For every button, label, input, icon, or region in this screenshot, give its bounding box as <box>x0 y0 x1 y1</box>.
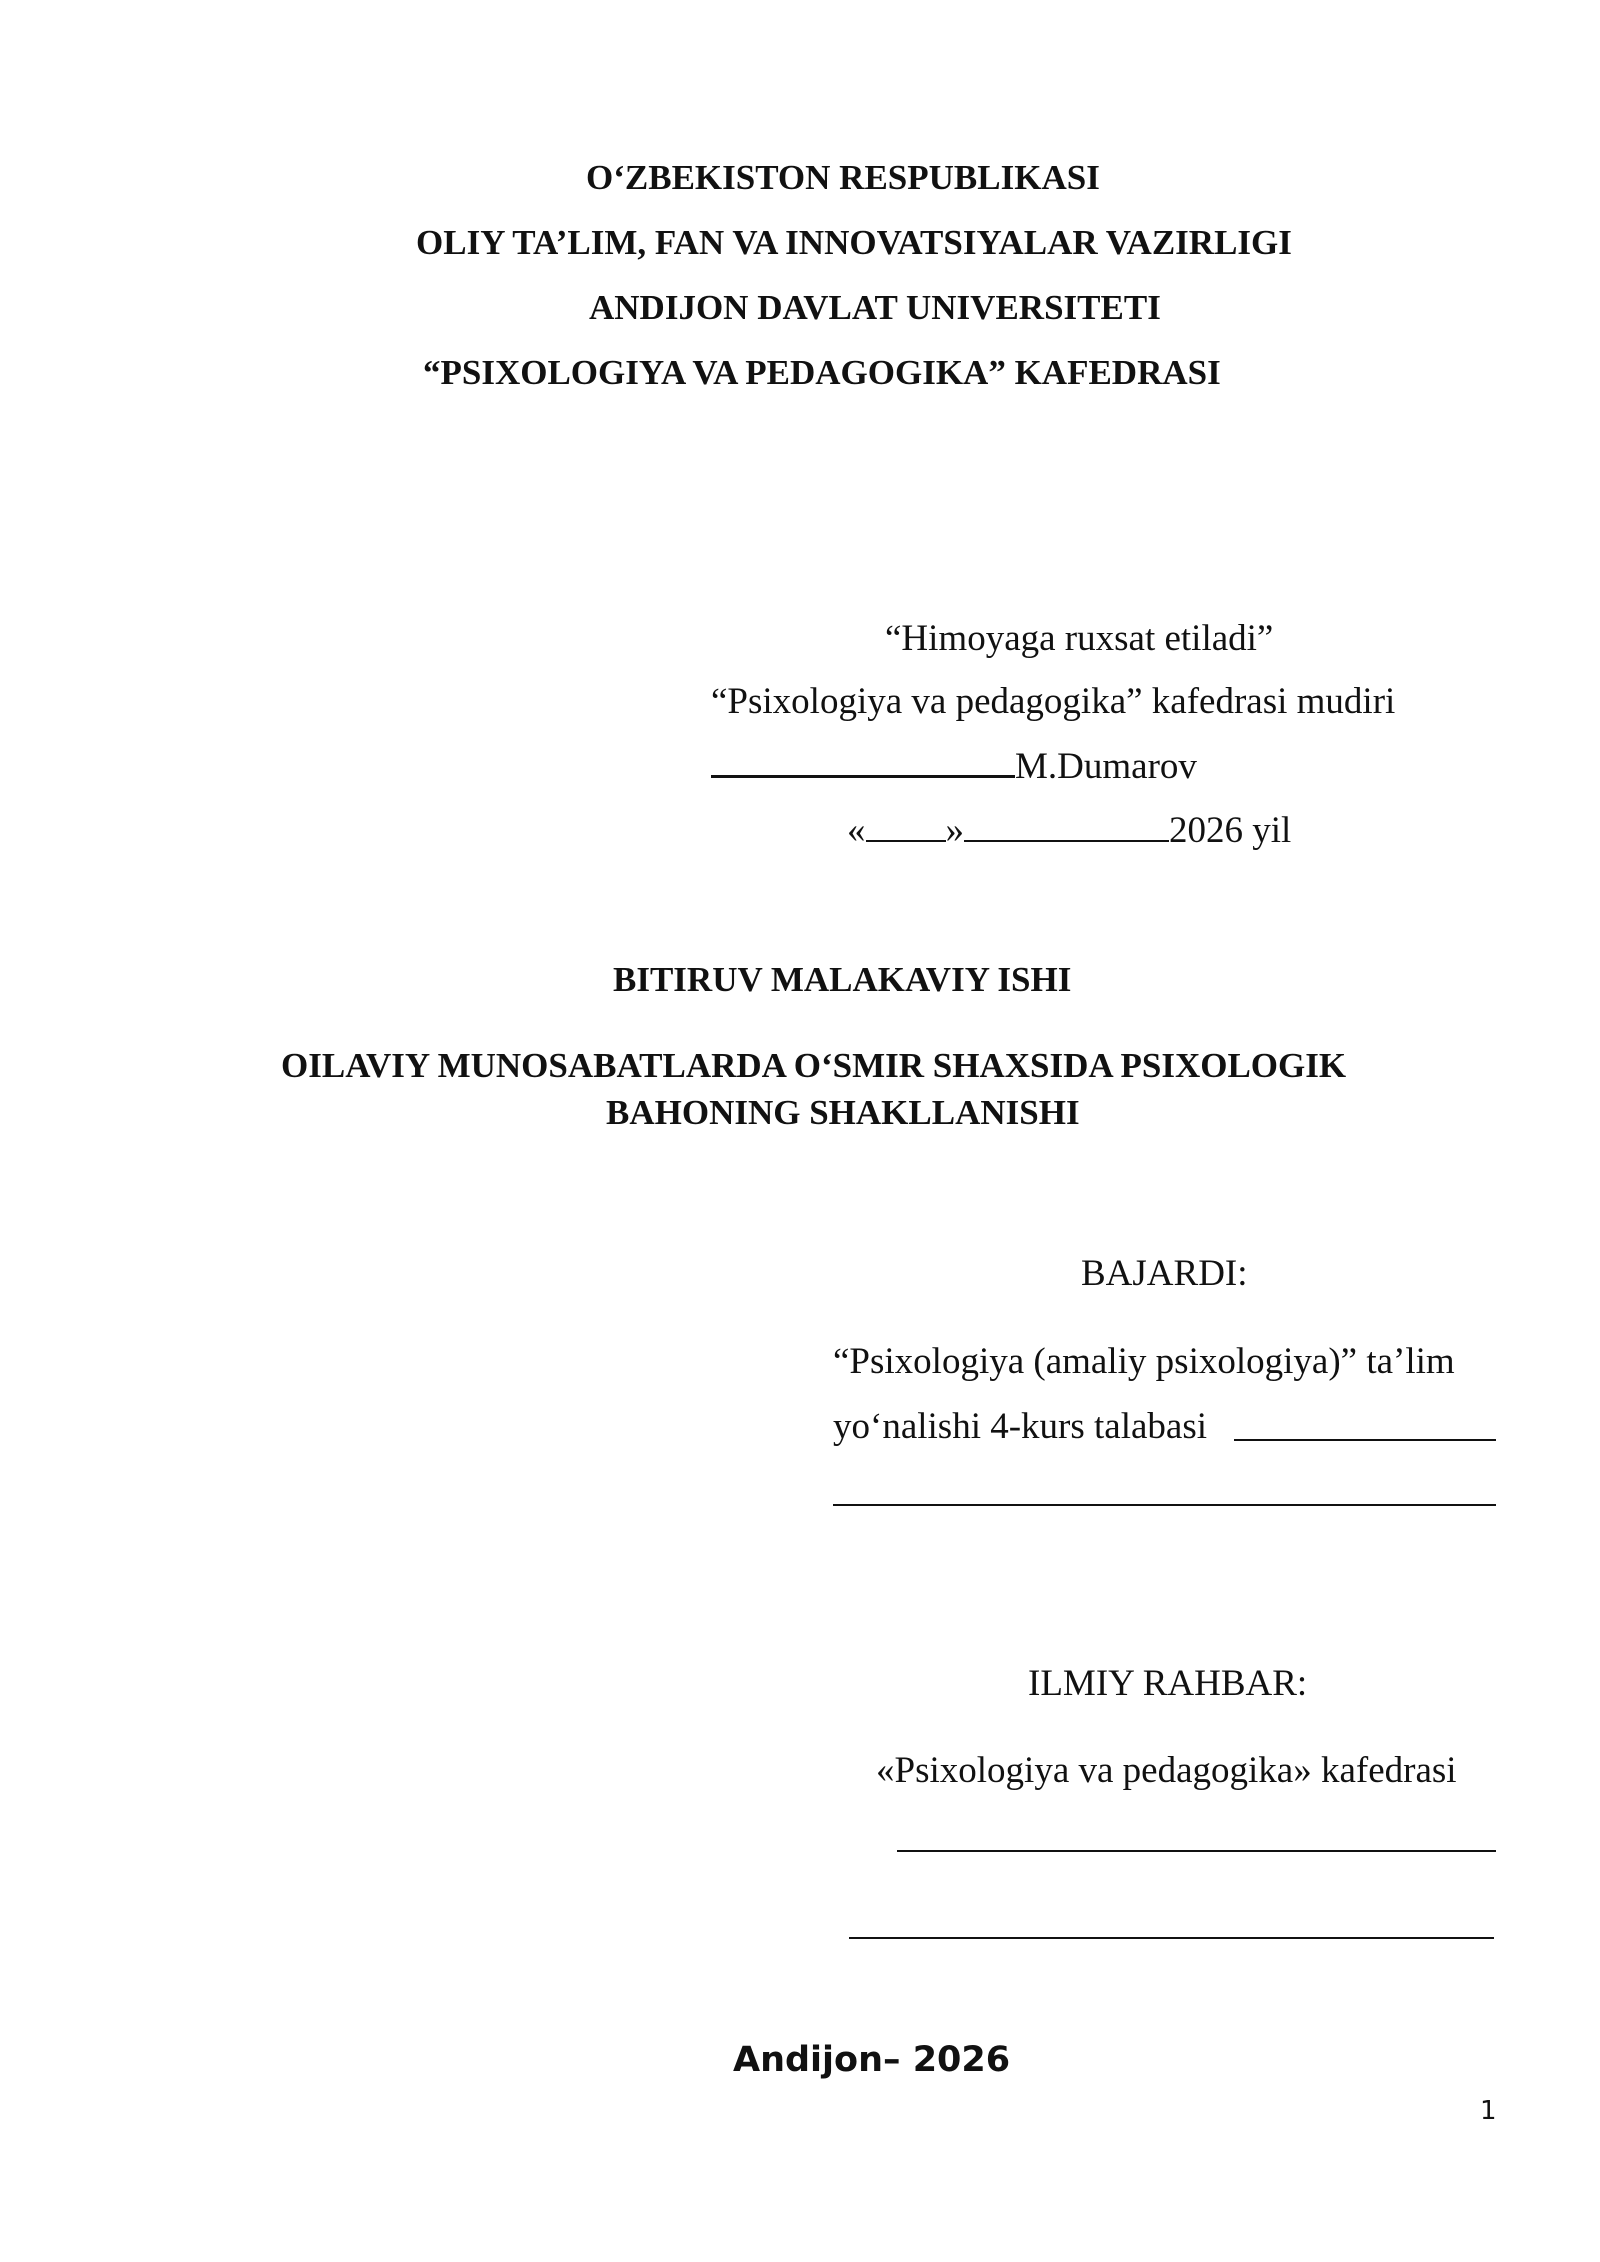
page-number: 1 <box>1480 2096 1497 2126</box>
supervisor-extra-blank <box>849 1937 1494 1939</box>
performer-line-1: “Psixologiya (amaliy psixologiya)” ta’lim <box>833 1341 1455 1382</box>
performer-line-2 <box>833 1408 1207 1445</box>
day-blank <box>866 810 946 842</box>
date-open-quote: « <box>847 810 866 851</box>
header-republic: O‘ZBEKISTON RESPUBLIKASI <box>586 158 1100 197</box>
header-ministry: OLIY TA’LIM, FAN VA INNOVATSIYALAR VAZIRLIGI <box>416 223 1292 262</box>
work-title-line-1: OILAVIY MUNOSABATLARDA O‘SMIR SHAXSIDA PSIXOLOGIK <box>281 1046 1347 1085</box>
approval-department-head: “Psixologiya va pedagogika” kafedrasi mudiri <box>711 681 1396 722</box>
approval-signature-line <box>711 745 1197 785</box>
approval-date-line <box>847 810 1291 849</box>
supervisor-department: «Psixologiya va pedagogika» kafedrasi <box>876 1750 1457 1791</box>
work-title-line-2: BAHONING SHAKLLANISHI <box>606 1093 1080 1132</box>
header-department: “PSIXOLOGIYA VA PEDAGOGIKA” KAFEDRASI <box>423 353 1221 392</box>
performer-label: BAJARDI: <box>1081 1253 1248 1294</box>
month-blank <box>964 810 1169 842</box>
performer-extra-blank <box>833 1504 1496 1506</box>
date-year: 2026 yil <box>1169 810 1292 851</box>
work-type: BITIRUV MALAKAVIY ISHI <box>613 960 1072 999</box>
footer-city-year: Andijon– 2026 <box>733 2040 1011 2080</box>
approval-title: “Himoyaga ruxsat etiladi” <box>885 618 1274 659</box>
header-university: ANDIJON DAVLAT UNIVERSITETI <box>589 288 1161 327</box>
head-name: M.Dumarov <box>1015 746 1197 787</box>
date-close-quote: » <box>945 810 964 851</box>
supervisor-name-blank <box>897 1850 1496 1852</box>
signature-blank <box>711 745 1015 778</box>
performer-name-blank <box>1234 1439 1496 1441</box>
performer-course-text: yo‘nalishi 4-kurs talabasi <box>833 1406 1208 1447</box>
supervisor-label: ILMIY RAHBAR: <box>1028 1663 1308 1704</box>
